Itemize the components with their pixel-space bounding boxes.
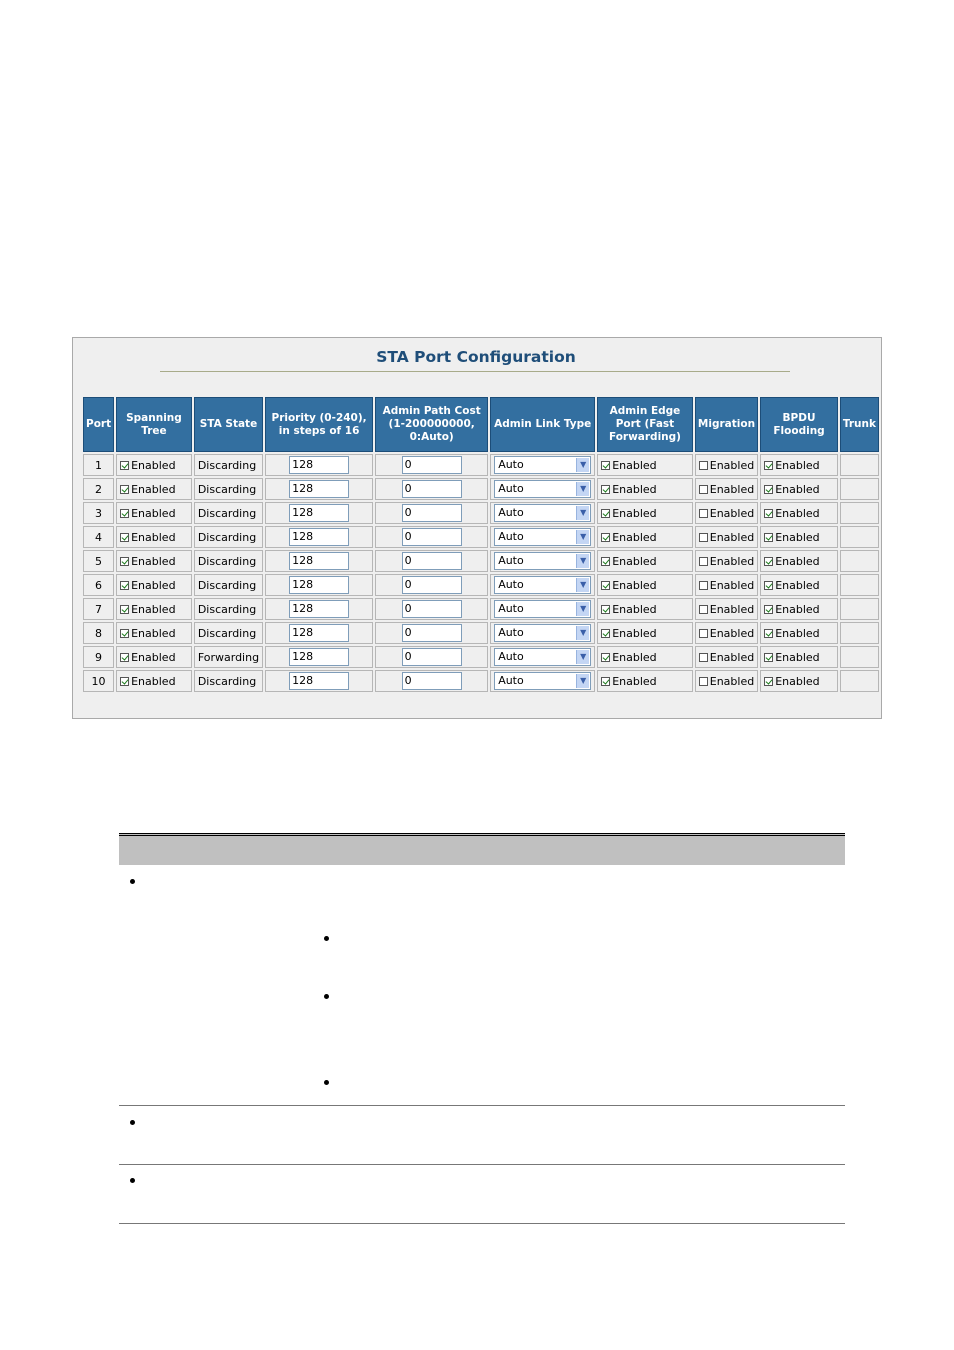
title-divider: [160, 371, 790, 372]
link-type-select[interactable]: [494, 480, 591, 498]
edge-port-cell: [597, 454, 693, 476]
link-type-select[interactable]: [494, 456, 591, 474]
bpdu-flooding-label: Enabled: [775, 554, 820, 568]
chevron-down-icon[interactable]: ▼: [576, 602, 589, 616]
migration-label: Enabled: [709, 482, 755, 496]
spanning-tree-label: Enabled: [131, 482, 176, 496]
link-type-value: Auto: [498, 626, 524, 639]
edge-port-label: Enabled: [612, 554, 657, 568]
migration-label: Enabled: [709, 626, 755, 640]
sta-state-cell: Discarding: [194, 550, 263, 572]
link-type-select[interactable]: [494, 576, 591, 594]
edge-port-cell: [597, 502, 693, 524]
spanning-tree-checkbox[interactable]: [120, 605, 129, 614]
spanning-tree-checkbox[interactable]: [120, 653, 129, 662]
header-trunk: Trunk: [840, 397, 879, 452]
trunk-cell: [840, 574, 879, 596]
priority-cell: [265, 550, 373, 572]
port-cell: 2: [83, 478, 114, 500]
link-type-value: Auto: [498, 506, 524, 519]
port-cell: 3: [83, 502, 114, 524]
link-type-cell: [490, 622, 595, 644]
priority-cell: [265, 454, 373, 476]
migration-label: Enabled: [709, 674, 755, 688]
spanning-tree-cell: [116, 670, 192, 692]
edge-port-cell: [597, 550, 693, 572]
migration-cell: [695, 454, 758, 476]
edge-port-checkbox[interactable]: [601, 677, 610, 686]
edge-port-label: Enabled: [612, 674, 657, 688]
link-type-value: Auto: [498, 674, 524, 687]
priority-input[interactable]: 128: [289, 504, 349, 522]
bpdu-flooding-label: Enabled: [775, 578, 820, 592]
edge-port-cell: [597, 478, 693, 500]
spanning-tree-label: Enabled: [131, 602, 176, 616]
spanning-tree-cell: [116, 478, 192, 500]
migration-checkbox[interactable]: [699, 677, 708, 686]
bpdu-flooding-label: Enabled: [775, 626, 820, 640]
path-cost-input[interactable]: 0: [402, 480, 462, 498]
path-cost-input[interactable]: 0: [402, 624, 462, 642]
edge-port-label: Enabled: [612, 482, 657, 496]
edge-port-cell: [597, 670, 693, 692]
migration-checkbox[interactable]: [699, 605, 708, 614]
bullet-icon: [130, 879, 135, 884]
bpdu-flooding-checkbox[interactable]: [764, 461, 773, 470]
bullet-icon: [130, 1178, 135, 1183]
bpdu-flooding-checkbox[interactable]: [764, 533, 773, 542]
link-type-select[interactable]: [494, 672, 591, 690]
priority-cell: [265, 574, 373, 596]
link-type-cell: [490, 574, 595, 596]
table-row: [83, 478, 879, 500]
migration-checkbox[interactable]: [699, 581, 708, 590]
priority-input[interactable]: 128: [289, 648, 349, 666]
spanning-tree-cell: [116, 526, 192, 548]
chevron-down-icon[interactable]: ▼: [576, 482, 589, 496]
priority-input[interactable]: 128: [289, 672, 349, 690]
edge-port-checkbox[interactable]: [601, 509, 610, 518]
edge-port-checkbox[interactable]: [601, 557, 610, 566]
bpdu-flooding-checkbox[interactable]: [764, 485, 773, 494]
chevron-down-icon[interactable]: ▼: [576, 506, 589, 520]
table-row: [83, 454, 879, 476]
bpdu-flooding-label: Enabled: [775, 482, 820, 496]
bpdu-flooding-label: Enabled: [775, 602, 820, 616]
priority-cell: [265, 526, 373, 548]
priority-input[interactable]: 128: [289, 552, 349, 570]
spanning-tree-cell: [116, 502, 192, 524]
link-type-cell: [490, 670, 595, 692]
chevron-down-icon[interactable]: ▼: [576, 530, 589, 544]
trunk-cell: [840, 598, 879, 620]
path-cost-input[interactable]: 0: [402, 672, 462, 690]
bpdu-flooding-label: Enabled: [775, 674, 820, 688]
bpdu-flooding-cell: [760, 454, 838, 476]
bpdu-flooding-checkbox[interactable]: [764, 677, 773, 686]
link-type-cell: [490, 478, 595, 500]
spanning-tree-label: Enabled: [131, 578, 176, 592]
sta-state-cell: Forwarding: [194, 646, 263, 668]
edge-port-cell: [597, 646, 693, 668]
port-cell: 9: [83, 646, 114, 668]
link-type-value: Auto: [498, 482, 524, 495]
header-migration: Migration: [695, 397, 758, 452]
migration-label: Enabled: [709, 530, 755, 544]
bpdu-flooding-checkbox[interactable]: [764, 629, 773, 638]
table-row: [83, 670, 879, 692]
priority-cell: [265, 502, 373, 524]
priority-cell: [265, 598, 373, 620]
spanning-tree-checkbox[interactable]: [120, 533, 129, 542]
bpdu-flooding-cell: [760, 622, 838, 644]
chevron-down-icon[interactable]: ▼: [576, 554, 589, 568]
bpdu-flooding-cell: [760, 598, 838, 620]
spanning-tree-cell: [116, 454, 192, 476]
path-cost-cell: [375, 550, 488, 572]
link-type-cell: [490, 454, 595, 476]
edge-port-label: Enabled: [612, 506, 657, 520]
bpdu-flooding-cell: [760, 646, 838, 668]
edge-port-label: Enabled: [612, 626, 657, 640]
spanning-tree-label: Enabled: [131, 674, 176, 688]
spanning-tree-label: Enabled: [131, 506, 176, 520]
spanning-tree-cell: [116, 550, 192, 572]
link-type-value: Auto: [498, 458, 524, 471]
edge-port-label: Enabled: [612, 650, 657, 664]
trunk-cell: [840, 622, 879, 644]
link-type-value: Auto: [498, 578, 524, 591]
migration-cell: [695, 574, 758, 596]
link-type-select[interactable]: [494, 648, 591, 666]
link-type-cell: [490, 598, 595, 620]
bullet-icon: [324, 936, 329, 941]
path-cost-cell: [375, 526, 488, 548]
bpdu-flooding-cell: [760, 670, 838, 692]
priority-input[interactable]: 128: [289, 600, 349, 618]
path-cost-cell: [375, 502, 488, 524]
sta-state-cell: Discarding: [194, 598, 263, 620]
sta-state-cell: Discarding: [194, 454, 263, 476]
header-priority: Priority (0-240), in steps of 16: [265, 397, 373, 452]
link-type-select[interactable]: [494, 600, 591, 618]
path-cost-cell: [375, 574, 488, 596]
path-cost-cell: [375, 670, 488, 692]
link-type-value: Auto: [498, 554, 524, 567]
port-cell: 1: [83, 454, 114, 476]
header-sta-state: STA State: [194, 397, 263, 452]
migration-cell: [695, 670, 758, 692]
bpdu-flooding-label: Enabled: [775, 650, 820, 664]
edge-port-checkbox[interactable]: [601, 461, 610, 470]
bpdu-flooding-checkbox[interactable]: [764, 581, 773, 590]
chevron-down-icon[interactable]: ▼: [576, 458, 589, 472]
description-section: [119, 1165, 845, 1224]
header-admin-path-cost: Admin Path Cost (1-200000000, 0:Auto): [375, 397, 488, 452]
path-cost-input[interactable]: 0: [402, 528, 462, 546]
spanning-tree-label: Enabled: [131, 650, 176, 664]
sta-state-cell: Discarding: [194, 502, 263, 524]
path-cost-cell: [375, 646, 488, 668]
sta-state-cell: Discarding: [194, 622, 263, 644]
spanning-tree-checkbox[interactable]: [120, 557, 129, 566]
migration-label: Enabled: [709, 554, 755, 568]
edge-port-label: Enabled: [612, 458, 657, 472]
edge-port-checkbox[interactable]: [601, 605, 610, 614]
table-row: [83, 574, 879, 596]
link-type-value: Auto: [498, 530, 524, 543]
link-type-value: Auto: [498, 602, 524, 615]
sta-state-cell: Discarding: [194, 574, 263, 596]
path-cost-cell: [375, 622, 488, 644]
sta-port-config-panel: [72, 337, 882, 719]
trunk-cell: [840, 454, 879, 476]
edge-port-cell: [597, 574, 693, 596]
description-header: [119, 833, 845, 865]
bpdu-flooding-cell: [760, 574, 838, 596]
port-cell: 7: [83, 598, 114, 620]
spanning-tree-checkbox[interactable]: [120, 461, 129, 470]
chevron-down-icon[interactable]: ▼: [576, 626, 589, 640]
bullet-icon: [324, 1080, 329, 1085]
bpdu-flooding-checkbox[interactable]: [764, 653, 773, 662]
link-type-cell: [490, 646, 595, 668]
port-cell: 8: [83, 622, 114, 644]
migration-checkbox[interactable]: [699, 533, 708, 542]
bpdu-flooding-cell: [760, 478, 838, 500]
migration-label: Enabled: [709, 578, 755, 592]
path-cost-input[interactable]: 0: [402, 552, 462, 570]
chevron-down-icon[interactable]: ▼: [576, 578, 589, 592]
bpdu-flooding-checkbox[interactable]: [764, 557, 773, 566]
priority-cell: [265, 622, 373, 644]
spanning-tree-label: Enabled: [131, 554, 176, 568]
bpdu-flooding-label: Enabled: [775, 458, 820, 472]
spanning-tree-cell: [116, 646, 192, 668]
trunk-cell: [840, 550, 879, 572]
sta-port-table: [81, 395, 881, 694]
migration-cell: [695, 502, 758, 524]
path-cost-input[interactable]: 0: [402, 504, 462, 522]
edge-port-cell: [597, 526, 693, 548]
priority-cell: [265, 478, 373, 500]
port-cell: 6: [83, 574, 114, 596]
link-type-cell: [490, 550, 595, 572]
table-row: [83, 502, 879, 524]
migration-checkbox[interactable]: [699, 485, 708, 494]
link-type-value: Auto: [498, 650, 524, 663]
table-row: [83, 646, 879, 668]
spanning-tree-cell: [116, 574, 192, 596]
priority-input[interactable]: 128: [289, 480, 349, 498]
table-header-row: [83, 397, 879, 452]
spanning-tree-checkbox[interactable]: [120, 629, 129, 638]
edge-port-label: Enabled: [612, 530, 657, 544]
bpdu-flooding-label: Enabled: [775, 530, 820, 544]
migration-cell: [695, 622, 758, 644]
path-cost-input[interactable]: 0: [402, 600, 462, 618]
header-spanning-tree: Spanning Tree: [116, 397, 192, 452]
migration-cell: [695, 646, 758, 668]
link-type-cell: [490, 526, 595, 548]
sta-state-cell: Discarding: [194, 670, 263, 692]
edge-port-cell: [597, 598, 693, 620]
table-row: [83, 622, 879, 644]
spanning-tree-checkbox[interactable]: [120, 677, 129, 686]
path-cost-cell: [375, 598, 488, 620]
migration-cell: [695, 478, 758, 500]
table-row: [83, 526, 879, 548]
trunk-cell: [840, 478, 879, 500]
path-cost-input[interactable]: 0: [402, 648, 462, 666]
trunk-cell: [840, 502, 879, 524]
bpdu-flooding-checkbox[interactable]: [764, 605, 773, 614]
priority-input[interactable]: 128: [289, 456, 349, 474]
header-admin-link-type: Admin Link Type: [490, 397, 595, 452]
link-type-select[interactable]: [494, 528, 591, 546]
link-type-select[interactable]: [494, 504, 591, 522]
edge-port-checkbox[interactable]: [601, 653, 610, 662]
trunk-cell: [840, 526, 879, 548]
description-section: [119, 1106, 845, 1165]
header-admin-edge-port: Admin Edge Port (Fast Forwarding): [597, 397, 693, 452]
path-cost-input[interactable]: 0: [402, 456, 462, 474]
priority-input[interactable]: 128: [289, 528, 349, 546]
port-cell: 5: [83, 550, 114, 572]
spanning-tree-cell: [116, 598, 192, 620]
migration-checkbox[interactable]: [699, 509, 708, 518]
migration-label: Enabled: [709, 650, 755, 664]
migration-checkbox[interactable]: [699, 629, 708, 638]
migration-checkbox[interactable]: [699, 461, 708, 470]
port-cell: 10: [83, 670, 114, 692]
chevron-down-icon[interactable]: ▼: [576, 650, 589, 664]
edge-port-checkbox[interactable]: [601, 581, 610, 590]
spanning-tree-checkbox[interactable]: [120, 485, 129, 494]
edge-port-checkbox[interactable]: [601, 629, 610, 638]
migration-checkbox[interactable]: [699, 653, 708, 662]
path-cost-input[interactable]: 0: [402, 576, 462, 594]
edge-port-checkbox[interactable]: [601, 533, 610, 542]
description-table: [119, 833, 845, 1224]
port-cell: 4: [83, 526, 114, 548]
table-body: [83, 454, 879, 692]
link-type-cell: [490, 502, 595, 524]
migration-cell: [695, 598, 758, 620]
priority-input[interactable]: 128: [289, 576, 349, 594]
trunk-cell: [840, 670, 879, 692]
migration-checkbox[interactable]: [699, 557, 708, 566]
bpdu-flooding-cell: [760, 526, 838, 548]
path-cost-cell: [375, 454, 488, 476]
spanning-tree-label: Enabled: [131, 530, 176, 544]
table-row: [83, 598, 879, 620]
migration-label: Enabled: [709, 602, 755, 616]
migration-label: Enabled: [709, 458, 755, 472]
bpdu-flooding-label: Enabled: [775, 506, 820, 520]
table-row: [83, 550, 879, 572]
header-port: Port: [83, 397, 114, 452]
bullet-icon: [324, 994, 329, 999]
link-type-select[interactable]: [494, 624, 591, 642]
spanning-tree-checkbox[interactable]: [120, 509, 129, 518]
edge-port-label: Enabled: [612, 602, 657, 616]
trunk-cell: [840, 646, 879, 668]
spanning-tree-label: Enabled: [131, 626, 176, 640]
edge-port-checkbox[interactable]: [601, 485, 610, 494]
description-section: [119, 865, 845, 1106]
path-cost-cell: [375, 478, 488, 500]
bullet-icon: [130, 1120, 135, 1125]
spanning-tree-cell: [116, 622, 192, 644]
spanning-tree-checkbox[interactable]: [120, 581, 129, 590]
edge-port-label: Enabled: [612, 578, 657, 592]
migration-cell: [695, 526, 758, 548]
bpdu-flooding-cell: [760, 550, 838, 572]
sta-state-cell: Discarding: [194, 526, 263, 548]
chevron-down-icon[interactable]: ▼: [576, 674, 589, 688]
priority-cell: [265, 670, 373, 692]
header-bpdu-flooding: BPDU Flooding: [760, 397, 838, 452]
spanning-tree-label: Enabled: [131, 458, 176, 472]
migration-cell: [695, 550, 758, 572]
bpdu-flooding-checkbox[interactable]: [764, 509, 773, 518]
panel-title: STA Port Configuration: [376, 348, 576, 366]
sta-state-cell: Discarding: [194, 478, 263, 500]
priority-input[interactable]: 128: [289, 624, 349, 642]
migration-label: Enabled: [709, 506, 755, 520]
priority-cell: [265, 646, 373, 668]
bpdu-flooding-cell: [760, 502, 838, 524]
link-type-select[interactable]: [494, 552, 591, 570]
edge-port-cell: [597, 622, 693, 644]
